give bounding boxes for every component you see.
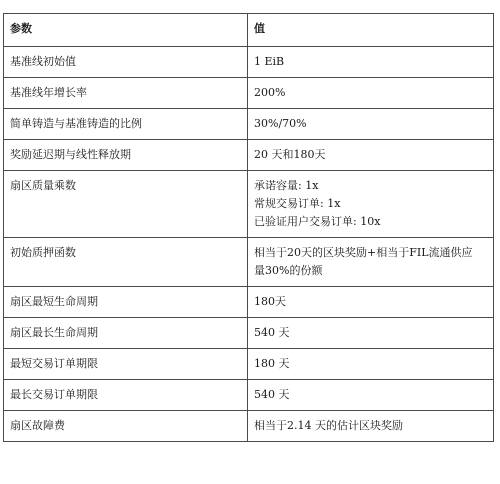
param-name: 最短交易订单期限: [4, 349, 248, 380]
value-line: 540 天: [254, 388, 290, 401]
param-value: [248, 318, 494, 349]
param-name: 扇区最长生命周期: [4, 318, 248, 349]
param-value: [248, 238, 494, 287]
param-value: [248, 411, 494, 442]
value-line: 已验证用户交易订单: 10x: [254, 215, 381, 228]
param-name: 最长交易订单期限: [4, 380, 248, 411]
param-name: 基准线年增长率: [4, 78, 248, 109]
value-line: 相当于20天的区块奖励+相当于FIL流通供应: [254, 246, 473, 259]
header-value: 值: [248, 14, 494, 47]
table-row: [4, 47, 494, 78]
table-row: [4, 380, 494, 411]
value-line: 30%/70%: [254, 117, 307, 130]
param-name: 扇区最短生命周期: [4, 287, 248, 318]
table-row: [4, 78, 494, 109]
value-line: 量30%的份额: [254, 264, 323, 277]
param-name: 奖励延迟期与线性释放期: [4, 140, 248, 171]
param-name: 初始质押函数: [4, 238, 248, 287]
value-line: 180 天: [254, 357, 290, 370]
param-value: [248, 349, 494, 380]
table-row: [4, 109, 494, 140]
value-line: 1 EiB: [254, 55, 285, 68]
parameter-table: [3, 13, 494, 442]
param-value: [248, 287, 494, 318]
value-line: 常规交易订单: 1x: [254, 197, 341, 210]
param-value: [248, 78, 494, 109]
param-value: [248, 109, 494, 140]
table-row: [4, 171, 494, 238]
value-line: 20 天和180天: [254, 148, 326, 161]
table-row: [4, 349, 494, 380]
table-row: [4, 140, 494, 171]
param-value: [248, 380, 494, 411]
param-value: [248, 47, 494, 78]
param-name: 扇区故障费: [4, 411, 248, 442]
table-header-row: [4, 14, 494, 47]
param-value: [248, 140, 494, 171]
header-parameter: 参数: [4, 14, 248, 47]
value-line: 180天: [254, 295, 286, 308]
table-row: [4, 411, 494, 442]
param-name: 简单铸造与基准铸造的比例: [4, 109, 248, 140]
param-name: 基准线初始值: [4, 47, 248, 78]
value-line: 200%: [254, 86, 286, 99]
value-line: 相当于2.14 天的估计区块奖励: [254, 419, 403, 432]
table-row: [4, 318, 494, 349]
param-value: [248, 171, 494, 238]
param-name: 扇区质量乘数: [4, 171, 248, 238]
value-line: 承诺容量: 1x: [254, 179, 319, 192]
value-line: 540 天: [254, 326, 290, 339]
table-row: [4, 238, 494, 287]
table-row: [4, 287, 494, 318]
